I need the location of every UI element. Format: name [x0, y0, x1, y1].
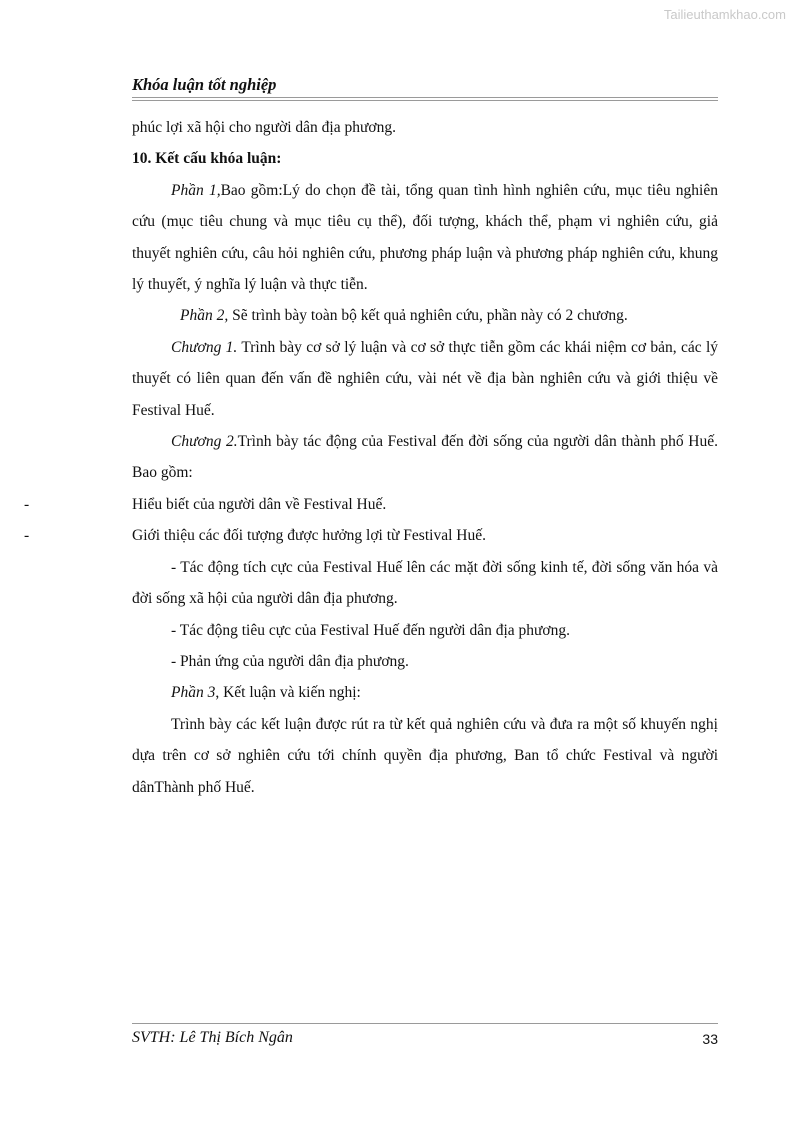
conclusion-paragraph: Trình bày các kết luận được rút ra từ kết quả nghiên cứu và đưa ra một số khuyến nghị dựa trên cơ sở nghiên cứu tới chính quyền địa phương, Ban tổ chức Festival và người dânThành phố Huế.: [132, 715, 718, 796]
section-heading: 10. Kết cấu khóa luận:: [132, 150, 282, 168]
list-marker: -: [24, 495, 30, 513]
chapter2-label: Chương 2.: [171, 433, 238, 451]
chapter1-paragraph: [132, 332, 718, 426]
part2-label: Phần 2,: [180, 307, 229, 325]
reaction-line: - Phản ứng của người dân địa phương.: [171, 652, 409, 670]
list-marker: -: [24, 527, 30, 545]
intro-line: phúc lợi xã hội cho người dân địa phương.: [132, 119, 396, 136]
part1-paragraph: [132, 175, 718, 301]
chapter1-label: Chương 1.: [171, 338, 238, 356]
watermark: Tailieuthamkhao.com: [663, 7, 786, 22]
chapter1-text: Trình bày cơ sở lý luận và cơ sở thực tiễn gồm các khái niệm cơ bản, các lý thuyết có liên quan đến vấn đề nghiên cứu, vài nét về địa bàn nghiên cứu và giới thiệu về Festival Huế.: [132, 338, 718, 419]
footer-author: SVTH: Lê Thị Bích Ngân: [132, 1029, 293, 1046]
list-item: [24, 520, 718, 551]
part3-label: Phần 3: [171, 684, 216, 702]
part3-text: , Kết luận và kiến nghị:: [215, 684, 361, 702]
chapter2-text: Trình bày tác động của Festival đến đời sống của người dân thành phố Huế. Bao gồm:: [132, 433, 718, 482]
page-number: 33: [702, 1031, 718, 1047]
part1-label: Phần 1,: [171, 181, 221, 199]
header-rule: [132, 97, 718, 101]
page-header-title: Khóa luận tốt nghiệp: [132, 75, 277, 94]
impact-positive: - Tác động tích cực của Festival Huế lên các mặt đời sống kinh tế, đời sống văn hóa và đời sống xã hội của người dân địa phương.: [132, 558, 718, 608]
list-item-text: Giới thiệu các đối tượng được hưởng lợi từ Festival Huế.: [132, 527, 486, 545]
list-item-text: Hiểu biết của người dân về Festival Huế.: [132, 495, 387, 513]
part3-paragraph: [132, 677, 718, 708]
chapter2-paragraph: [132, 426, 718, 489]
impact-negative: - Tác động tiêu cực của Festival Huế đến người dân địa phương.: [171, 621, 570, 639]
list-item: [24, 489, 718, 520]
part2-text: Sẽ trình bày toàn bộ kết quả nghiên cứu, phần này có 2 chương.: [228, 307, 628, 325]
footer-rule: [132, 1023, 718, 1024]
part1-text: Bao gồm:Lý do chọn đề tài, tổng quan tình hình nghiên cứu, mục tiêu nghiên cứu (mục tiêu chung và mục tiêu cụ thể), đối tượng, khách thể, phạm vi nghiên cứu, giả thuyết nghiên cứu, câu hỏi nghiên cứu, phương pháp luận và phương pháp nghiên cứu, khung lý thuyết, ý nghĩa lý luận và thực tiễn.: [132, 181, 718, 294]
part2-paragraph: [132, 300, 718, 331]
page-body: [24, 112, 718, 803]
